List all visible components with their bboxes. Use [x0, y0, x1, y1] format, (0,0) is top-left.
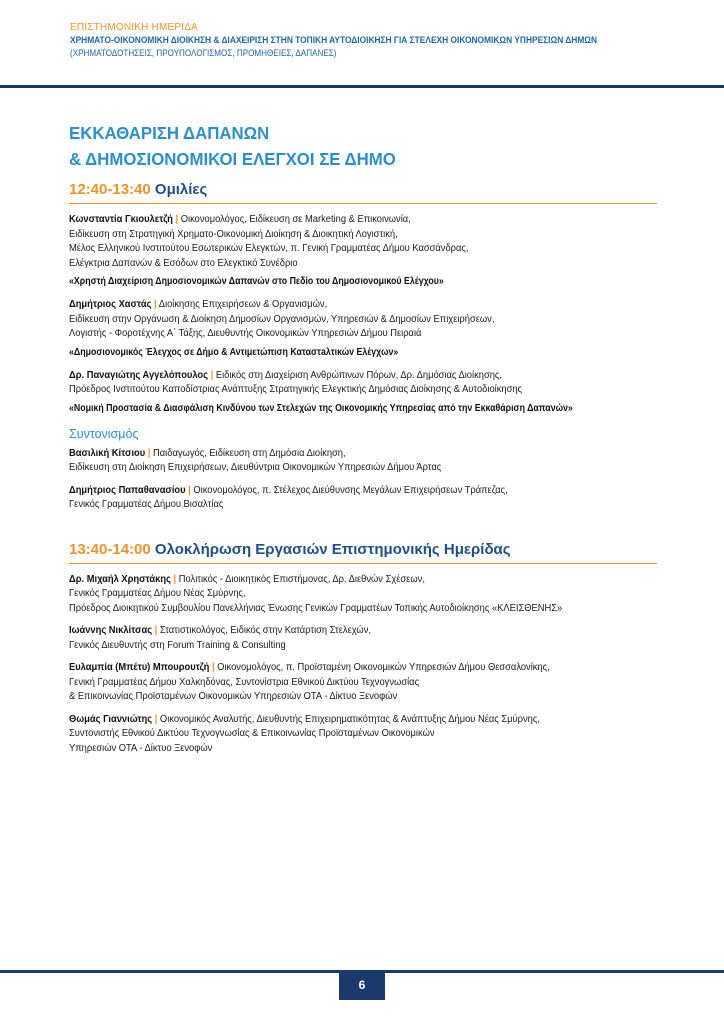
- speaker-bio-line: Πολιτικός - Διοικητικός Επιστήμονας, Δρ. Διεθνών Σχέσεων,: [178, 572, 425, 585]
- speaker-block: Θωμάς Γιαννιώτης | Οικονομικός Αναλυτής, Διευθυντής Επιχειρηματικότητας & Ανάπτυξης Δήμου Νέας Σμύρνης, Συντονιστής Εθνικού Δικτύου Τεχνογνωσίας & Επικοινωνίας Προϊσταμένων Οικονομικών Υπηρεσιών ΟΤΑ - Δίκτυο Ξενοφών: [69, 712, 657, 756]
- session-2-heading: [69, 540, 657, 564]
- coordinator-name: Δημήτριος Παπαθανασίου: [69, 483, 186, 496]
- header-title: ΧΡΗΜΑΤΟ-ΟΙΚΟΝΟΜΙΚΗ ΔΙΟΙΚΗΣΗ & ΔΙΑΧΕΙΡΙΣΗ ΣΤΗΝ ΤΟΠΙΚΗ ΑΥΤΟΔΙΟΙΚΗΣΗ ΓΙΑ ΣΤΕΛΕΧΗ ΟΙΚΟΝΟΜΙΚΩΝ ΥΠΗΡΕΣΙΩΝ ΔΗΜΩΝ: [70, 35, 598, 45]
- coordinator-block: Δημήτριος Παπαθανασίου | Οικονομολόγος, π. Στέλεχος Διεύθυνσης Μεγάλων Επιχειρήσεων Τράπεζας, Γενικός Γραμματέας Δήμου Βισαλτίας: [69, 483, 657, 512]
- speaker-name: Ιωάννης Νικλίτσας: [69, 624, 153, 636]
- speaker-bio-line: Οικονομολόγος, π. Προϊσταμένη Οικονομικών Υπηρεσιών Δήμου Θεσσαλονίκης,: [217, 661, 550, 673]
- page-header: [70, 21, 710, 60]
- coordinator-name: Βασιλική Κίτσιου: [69, 446, 146, 459]
- page-title-line-1: ΕΚΚΑΘΑΡΙΣΗ ΔΑΠΑΝΩΝ: [69, 123, 270, 143]
- speaker-bio-line: Ελέγκτρια Δαπανών & Εσόδων στο Ελεγκτικό Συνέδριο: [69, 256, 298, 269]
- coordinator-bio-line: Γενικός Γραμματέας Δήμου Βισαλτίας: [69, 498, 224, 510]
- speaker-block: Ιωάννης Νικλίτσας | Στατιστικολόγος, Ειδικός στην Κατάρτιση Στελεχών, Γενικός Διευθυντής στη Forum Training & Consulting: [69, 623, 657, 652]
- speaker-block: Ευλαμπία (Μπέτυ) Μπουρουτζή | Οικονομολόγος, π. Προϊσταμένη Οικονομικών Υπηρεσιών Δήμου Θεσσαλονίκης, Γενική Γραμματέας Δήμου Χαλκηδόνας, Συντονίστρια Εθνικού Δικτύου Τεχνογνωσίας & Επικοινωνίας Προϊσταμένων Οικονομικών Υπηρεσιών ΟΤΑ - Δίκτυο Ξενοφών: [69, 660, 657, 704]
- speaker-name: Θωμάς Γιαννιώτης: [69, 712, 153, 725]
- session-2-time: 13:40-14:00: [69, 540, 151, 558]
- coordinator-bio-line: Ειδίκευση στη Διοίκηση Επιχειρήσεων, Διευθύντρια Οικονομικών Υπηρεσιών Δήμου Άρτας: [69, 461, 442, 473]
- speaker-name: Δημήτριος Χαστάς: [69, 298, 152, 310]
- speaker-bio-line: Διοίκησης Επιχειρήσεων & Οργανισμών,: [158, 298, 328, 310]
- speaker-bio-line: Υπηρεσιών ΟΤΑ - Δίκτυο Ξενοφών: [69, 741, 213, 754]
- speaker-bio-line: Λογιστής - Φοροτέχνης Α΄ Τάξης, Διευθυντής Οικονομικών Υπηρεσιών Δήμου Πειραιά: [69, 327, 422, 339]
- coordination-heading: Συντονισμός: [69, 426, 139, 441]
- header-kicker: ΕΠΙΣΤΗΜΟΝΙΚΗ ΗΜΕΡΙΔΑ: [70, 22, 198, 33]
- speaker-name: Δρ. Μιχαήλ Χρηστάκης: [69, 572, 171, 585]
- speaker-bio-line: Οικονομολόγος, Ειδίκευση σε Marketing & Επικοινωνία,: [180, 213, 411, 225]
- speaker-bio-line: Ειδικός στη Διαχείριση Ανθρώπινων Πόρων, Δρ. Δημόσιας Διοίκησης,: [215, 368, 503, 381]
- speaker-bio-line: & Επικοινωνίας Προϊσταμένων Οικονομικών Υπηρεσιών ΟΤΑ - Δίκτυο Ξενοφών: [69, 690, 398, 702]
- speaker-bio-line: Συντονιστής Εθνικού Δικτύου Τεχνογνωσίας & Επικοινωνίας Προϊσταμένων Οικονομικών: [69, 727, 435, 739]
- speaker-bio-line: Ειδίκευση στην Οργάνωση & Διοίκηση Δημοσίων Οργανισμών, Υπηρεσιών & Δημοσίων Επιχειρήσεων,: [69, 312, 495, 325]
- coordinator-block: Βασιλική Κίτσιου | Παιδαγωγός, Ειδίκευση στη Δημόσια Διοίκηση, Ειδίκευση στη Διοίκηση Επιχειρήσεων, Διευθύντρια Οικονομικών Υπηρεσιών Δήμου Άρτας: [69, 446, 657, 475]
- speaker-bio-line: Ειδίκευση στη Στρατηγική Χρηματο-Οικονομική Διοίκηση & Διοικητική Λογιστική,: [69, 227, 398, 240]
- page-number: 6: [339, 970, 385, 1000]
- speaker-name: Ευλαμπία (Μπέτυ) Μπουρουτζή: [69, 661, 210, 673]
- speaker-bio-line: Γενικός Γραμματέας Δήμου Νέας Σμύρνης,: [69, 587, 246, 599]
- speaker-bio-line: Γενικός Διευθυντής στη Forum Training & Consulting: [69, 638, 286, 651]
- speaker-bio-line: Πρόεδρος Διοικητικού Συμβουλίου Πανελλήνιας Ένωσης Γενικών Γραμματέων Τοπικής Αυτοδιοίκησης «ΚΛΕΙΣΘΕΝΗΣ»: [69, 601, 563, 614]
- page-content: [69, 120, 657, 755]
- speaker-bio-line: Γενική Γραμματέας Δήμου Χαλκηδόνας, Συντονίστρια Εθνικού Δικτύου Τεχνογνωσίας: [69, 675, 420, 688]
- speaker-bio-line: Στατιστικολόγος, Ειδικός στην Κατάρτιση Στελεχών,: [159, 624, 371, 636]
- speaker-block: Δρ. Μιχαήλ Χρηστάκης | Πολιτικός - Διοικητικός Επιστήμονας, Δρ. Διεθνών Σχέσεων, Γενικός Γραμματέας Δήμου Νέας Σμύρνης, Πρόεδρος Διοικητικού Συμβουλίου Πανελλήνιας Ένωσης Γενικών Γραμματέων Τοπικής Αυτοδιοίκησης «ΚΛΕΙΣΘΕΝΗΣ»: [69, 572, 657, 616]
- header-divider: [0, 85, 724, 88]
- speaker-block: Δρ. Παναγιώτης Αγγελόπουλος | Ειδικός στη Διαχείριση Ανθρώπινων Πόρων, Δρ. Δημόσιας Διοίκησης, Πρόεδρος Ινστιτούτου Καποδίστριας Ανάπτυξης Στρατηγικής Ελεγκτικής Δημόσιας Διοίκησης & Αυτοδιοίκησης: [69, 368, 657, 397]
- header-subtitle: (ΧΡΗΜΑΤΟΔΟΤΗΣΕΙΣ, ΠΡΟΥΠΟΛΟΓΙΣΜΟΣ, ΠΡΟΜΗΘΕΙΕΣ, ΔΑΠΑΝΕΣ): [70, 48, 337, 58]
- session-2-title: Ολοκλήρωση Εργασιών Επιστημονικής Ημερίδας: [154, 540, 511, 558]
- coordinator-bio-line: Παιδαγωγός, Ειδίκευση στη Δημόσια Διοίκηση,: [153, 446, 346, 459]
- session-1-heading: [69, 180, 657, 204]
- page-title-line-2: & ΔΗΜΟΣΙΟΝΟΜΙΚΟΙ ΕΛΕΓΧΟΙ ΣΕ ΔΗΜΟ: [69, 149, 396, 169]
- talk-title: «Χρηστή Διαχείριση Δημοσιονομικών Δαπανών στο Πεδίο του Δημοσιονομικού Ελέγχου»: [69, 276, 444, 287]
- speaker-bio-line: Πρόεδρος Ινστιτούτου Καποδίστριας Ανάπτυξης Στρατηγικής Ελεγκτικής Δημόσιας Διοίκησης & Αυτοδιοίκησης: [69, 383, 523, 395]
- speaker-block: Δημήτριος Χαστάς | Διοίκησης Επιχειρήσεων & Οργανισμών, Ειδίκευση στην Οργάνωση & Διοίκηση Δημοσίων Οργανισμών, Υπηρεσιών & Δημοσίων Επιχειρήσεων, Λογιστής - Φοροτέχνης Α΄ Τάξης, Διευθυντής Οικονομικών Υπηρεσιών Δήμου Πειραιά: [69, 297, 657, 341]
- talk-title: «Δημοσιονομικός Έλεγχος σε Δήμο & Αντιμετώπιση Καταστaλτικών Ελέγχων»: [69, 346, 399, 358]
- speaker-name: Δρ. Παναγιώτης Αγγελόπουλος: [69, 368, 209, 381]
- session-1-title: Ομιλίες: [154, 181, 208, 198]
- speaker-bio-line: Μέλος Ελληνικού Ινστιτούτου Εσωτερικών Ελεγκτών, π. Γενική Γραμματέας Δήμου Κασσάνδρας,: [69, 242, 469, 254]
- coordinator-bio-line: Οικονομολόγος, π. Στέλεχος Διεύθυνσης Μεγάλων Επιχειρήσεων Τράπεζας,: [193, 483, 508, 496]
- speaker-name: Κωνσταντία Γκιουλετζή: [69, 213, 173, 225]
- session-1-time: 12:40-13:40: [69, 181, 151, 198]
- talk-title: «Νομική Προστασία & Διασφάλιση Κινδύνου των Στελεχών της Οικονομικής Υπηρεσίας από την Εκκαθάριση Δαπανών»: [69, 402, 573, 414]
- speaker-bio-line: Οικονομικός Αναλυτής, Διευθυντής Επιχειρηματικότητας & Ανάπτυξης Δήμου Νέας Σμύρνης,: [159, 712, 540, 725]
- speaker-block: Κωνσταντία Γκιουλετζή | Οικονομολόγος, Ειδίκευση σε Marketing & Επικοινωνία, Ειδίκευση στη Στρατηγική Χρηματο-Οικονομική Διοίκηση & Διοικητική Λογιστική, Μέλος Ελληνικού Ινστιτούτου Εσωτερικών Ελεγκτών, π. Γενική Γραμματέας Δήμου Κασσάνδρας, Ελέγκτρια Δαπανών & Εσόδων στο Ελεγκτικό Συνέδριο: [69, 212, 657, 270]
